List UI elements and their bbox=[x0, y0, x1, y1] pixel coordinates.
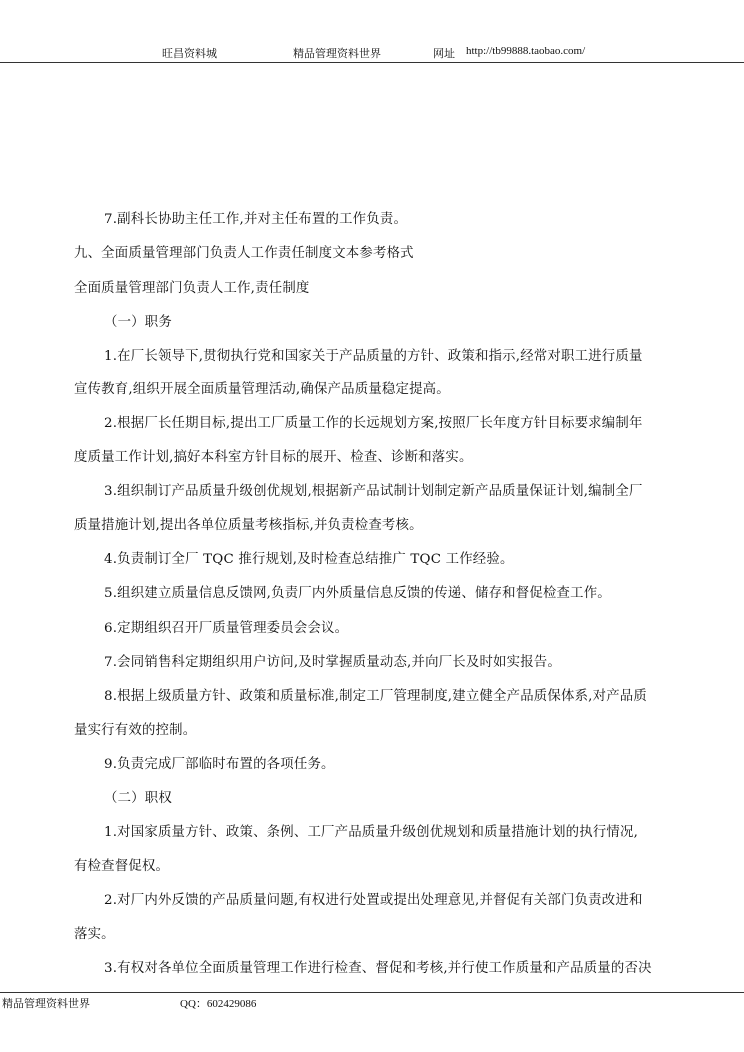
header-shop-name: 旺昌资料城 bbox=[162, 47, 217, 60]
document-title: 全面质量管理部门负责人工作,责任制度 bbox=[74, 281, 310, 296]
subsection-heading-powers: （二）职权 bbox=[104, 791, 172, 806]
page-header bbox=[0, 0, 744, 63]
paragraph-line: 7.会同销售科定期组织用户访问,及时掌握质量动态,并向厂长及时如实报告。 bbox=[104, 655, 561, 670]
paragraph-line: 6.定期组织召开厂质量管理委员会会议。 bbox=[104, 621, 349, 636]
paragraph-line: 宣传教育,组织开展全面质量管理活动,确保产品质量稳定提高。 bbox=[74, 382, 450, 397]
paragraph-line: 3.组织制订产品质量升级创优规划,根据新产品试制计划制定新产品质量保证计划,编制全厂 bbox=[104, 484, 643, 499]
paragraph-line: 7.副科长协助主任工作,并对主任布置的工作负责。 bbox=[104, 212, 408, 227]
footer-brand: 精品管理资料世界 bbox=[2, 997, 90, 1010]
footer-qq: QQ：602429086 bbox=[180, 998, 257, 1010]
paragraph-line: 9.负责完成厂部临时布置的各项任务。 bbox=[104, 757, 335, 772]
paragraph-line: 3.有权对各单位全面质量管理工作进行检查、督促和考核,并行使工作质量和产品质量的否决 bbox=[104, 961, 652, 976]
paragraph-line: 2.根据厂长任期目标,提出工厂质量工作的长远规划方案,按照厂长年度方针目标要求编制年 bbox=[104, 416, 643, 431]
paragraph-line: 量实行有效的控制。 bbox=[74, 723, 197, 738]
header-url-label: 网址 bbox=[433, 47, 455, 60]
header-url: http://tb99888.taobao.com/ bbox=[466, 45, 586, 57]
header-brand: 精品管理资料世界 bbox=[293, 47, 381, 60]
paragraph-line: 2.对厂内外反馈的产品质量问题,有权进行处置或提出处理意见,并督促有关部门负责改进和 bbox=[104, 893, 643, 908]
page-footer bbox=[0, 992, 744, 1010]
paragraph-line: 落实。 bbox=[74, 927, 115, 942]
paragraph-line: 1.对国家质量方针、政策、条例、工厂产品质量升级创优规划和质量措施计划的执行情况, bbox=[104, 825, 639, 840]
paragraph-line: 质量措施计划,提出各单位质量考核指标,并负责检查考核。 bbox=[74, 518, 423, 533]
paragraph-line: 有检查督促权。 bbox=[74, 859, 170, 874]
section-heading: 九、全面质量管理部门负责人工作责任制度文本参考格式 bbox=[74, 246, 414, 261]
paragraph-line: 8.根据上级质量方针、政策和质量标准,制定工厂管理制度,建立健全产品质保体系,对产品质 bbox=[104, 689, 647, 704]
paragraph-line: 度质量工作计划,搞好本科室方针目标的展开、检查、诊断和落实。 bbox=[74, 450, 473, 465]
paragraph-line: 1.在厂长领导下,贯彻执行党和国家关于产品质量的方针、政策和指示,经常对职工进行质量 bbox=[104, 349, 643, 364]
paragraph-line: 4.负责制订全厂 TQC 推行规划,及时检查总结推广 TQC 工作经验。 bbox=[104, 552, 514, 567]
subsection-heading-duties: （一）职务 bbox=[104, 315, 172, 330]
paragraph-line: 5.组织建立质量信息反馈网,负责厂内外质量信息反馈的传递、储存和督促检查工作。 bbox=[104, 586, 611, 601]
